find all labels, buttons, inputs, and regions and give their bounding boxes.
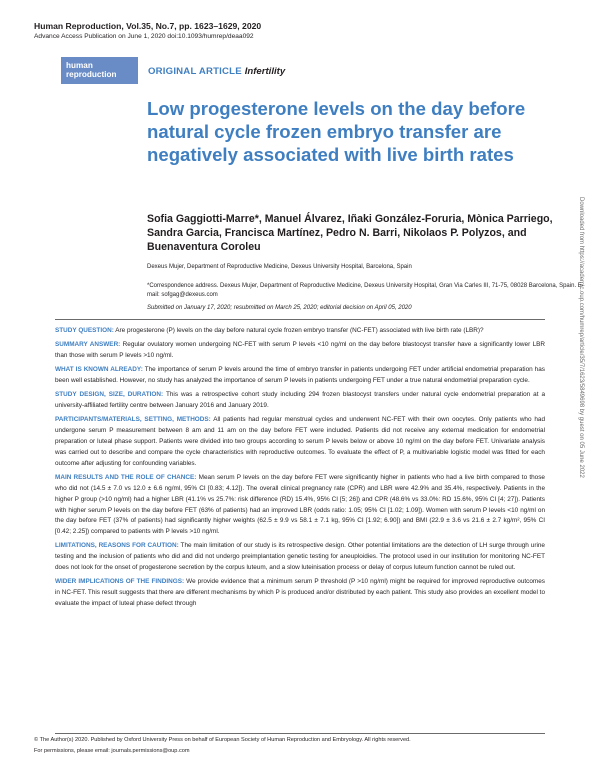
abstract-section [55,577,545,610]
affiliation: Dexeus Mujer, Department of Reproductive Medicine, Dexeus University Hospital, Barcelona, Spain [147,264,412,270]
abstract-label: STUDY DESIGN, SIZE, DURATION: [55,391,164,399]
abstract-section [55,390,545,412]
abstract-text: The importance of serum P levels around the time of embryo transfer in patients undergoing FET under artificial endometrial preparation has been well established. However, no study has analyzed the importance of serum P levels in patients undergoing FET under a true natural endometrial preparation cycle. [55,366,545,384]
download-watermark [578,197,591,627]
article-type-subject: Infertility [244,66,286,77]
article-title: Low progesterone levels on the day before natural cycle frozen embryo transfer are negatively associated with live birth rates [147,98,526,165]
abstract-label: PARTICIPANTS/MATERIALS, SETTING, METHODS: [55,416,211,424]
author-list: Sofia Gaggiotti-Marre*, Manuel Álvarez, Iñaki González-Foruria, Mònica Parriego, Sandra Garcia, Francisca Martínez, Pedro N. Barri, Nikolaos P. Polyzos, and Buenaventura Coroleu [147,213,553,254]
abstract-section [55,415,545,470]
doi-line: Advance Access Publication on June 1, 2020 doi:10.1093/humrep/deaa092 [34,33,254,40]
download-watermark-text: Downloaded from https://academic.oup.com/humrep/article/35/7/1623/5849698 by guest on 05 June 2022 [578,197,584,478]
article-type [148,66,285,77]
abstract-text: Mean serum P levels on the day before FET were significantly higher in patients who had a live birth compared to those who did not (14.5 ± 7.0 vs 12.0 ± 6.6 ng/ml, 95% CI [0.83; 4.12]). The overall clinical pregnancy rate (CPR) and LBR were 42.9% and 35.4%, respectively. Patients in the higher P group (>10 ng/ml) had a higher LBR (41.1% vs 25.7%: risk difference (RD) 15.4%, 95% CI [5; 26]) and CPR (48.6% vs 33.0%: RD 15.6%, 95% CI [4; 27]). Patients with higher serum P levels on the day before FET (63% of patients) had an improved LBR (odds ratio: 1.05; 95% CI [1.02; 1.09]). Women with serum P levels <10 ng/ml on the day before FET (37% of patients) had significantly higher weights (62.5 ± 9.9 vs 58.1 ± 7.1 kg, 95% CI [1.92; 6.90]) and BMI (22.9 ± 3.6 vs 21.6 ± 2.7 kg/m², 95% CI [0.42; 2.25]) compared to patients with P levels >10 ng/ml. [55,473,545,536]
logo-line-1: human [66,61,93,70]
article-type-main: ORIGINAL ARTICLE [148,66,242,77]
abstract-text: This was a retrospective cohort study including 294 frozen blastocyst transfers under natural cycle endometrial preparation at a university-affiliated fertility centre between January 2016 and January 2019. [55,391,545,409]
abstract-top-rule [55,319,545,320]
permissions-notice: For permissions, please email: journals.permissions@oup.com [34,748,190,754]
abstract-label: LIMITATIONS, REASONS FOR CAUTION: [55,542,179,550]
logo-line-2: reproduction [66,70,117,79]
abstract-section [55,541,545,574]
abstract-section [55,473,545,538]
abstract-label: WIDER IMPLICATIONS OF THE FINDINGS: [55,578,185,586]
abstract-label: STUDY QUESTION: [55,327,114,334]
abstract-section [55,365,545,387]
abstract-text: Regular ovulatory women undergoing NC-FET with serum P levels <10 ng/ml on the day before blastocyst transfer have a significantly lower LBR than those with serum P levels >10 ng/ml. [55,341,545,359]
abstract-label: MAIN RESULTS AND THE ROLE OF CHANCE: [55,473,197,481]
abstract-label: WHAT IS KNOWN ALREADY: [55,366,143,374]
abstract-section [55,326,545,337]
abstract-section [55,340,545,362]
journal-citation: Human Reproduction, Vol.35, No.7, pp. 1623–1629, 2020 [34,21,262,31]
abstract-text: All patients had regular menstrual cycles and underwent NC-FET with their own oocytes. Only patients who had undergone serum P measurement between 8 am and 11 am on the day before FET were included. Patients did not receive any external medication for endometrial preparation or luteal phase support. Patients were divided into two groups according to serum P levels below or above 10 ng/ml on the day before FET. Univariate analysis was carried out to describe and compare the cycle characteristics with reproductive outcomes. To evaluate the effect of P, a multivariable logistic model was fitted for each outcome after adjusting for confounding variables. [55,416,546,467]
abstract-text: The main limitation of our study is its retrospective design. Other potential limitations are the detection of LH surge through urine testing and the inclusion of patients who did and did not undergo preimplantation genetic testing for aneuploidies. The protocol used in our institution for monitoring NC-FET does not look for the onset of progesterone secretion by the corpus luteum, and a slow luteinisation process or delay of corpus luteum function cannot be ruled out. [55,542,545,572]
abstract-text: Are progesterone (P) levels on the day before natural cycle frozen embryo transfer (NC-FET) associated with live birth rate (LBR)? [113,327,484,334]
correspondence: *Correspondence address. Dexeus Mujer, Department of Reproductive Medicine, Dexeus University Hospital, Gran Via Carles III, 71-75, 08028 Barcelona, Spain. E-mail: sofgag@dexeus.com [147,283,584,299]
copyright-notice: © The Author(s) 2020. Published by Oxford University Press on behalf of European Society of Human Reproduction and Embryology. All rights reserved. [34,737,411,743]
abstract-text: We provide evidence that a minimum serum P threshold (P >10 ng/ml) might be required for improved reproductive outcomes in NC-FET. This result suggests that there are different mechanisms by which P is produced and/or distributed by each patient. This study also provides an excellent model to evaluate the impact of luteal phase defect through [55,578,545,608]
structured-abstract [55,326,545,613]
abstract-label: SUMMARY ANSWER: [55,341,121,349]
footer-rule [55,733,545,734]
journal-logo [61,57,138,84]
submission-dates: Submitted on January 17, 2020; resubmitted on March 25, 2020; editorial decision on April 05, 2020 [147,305,412,311]
